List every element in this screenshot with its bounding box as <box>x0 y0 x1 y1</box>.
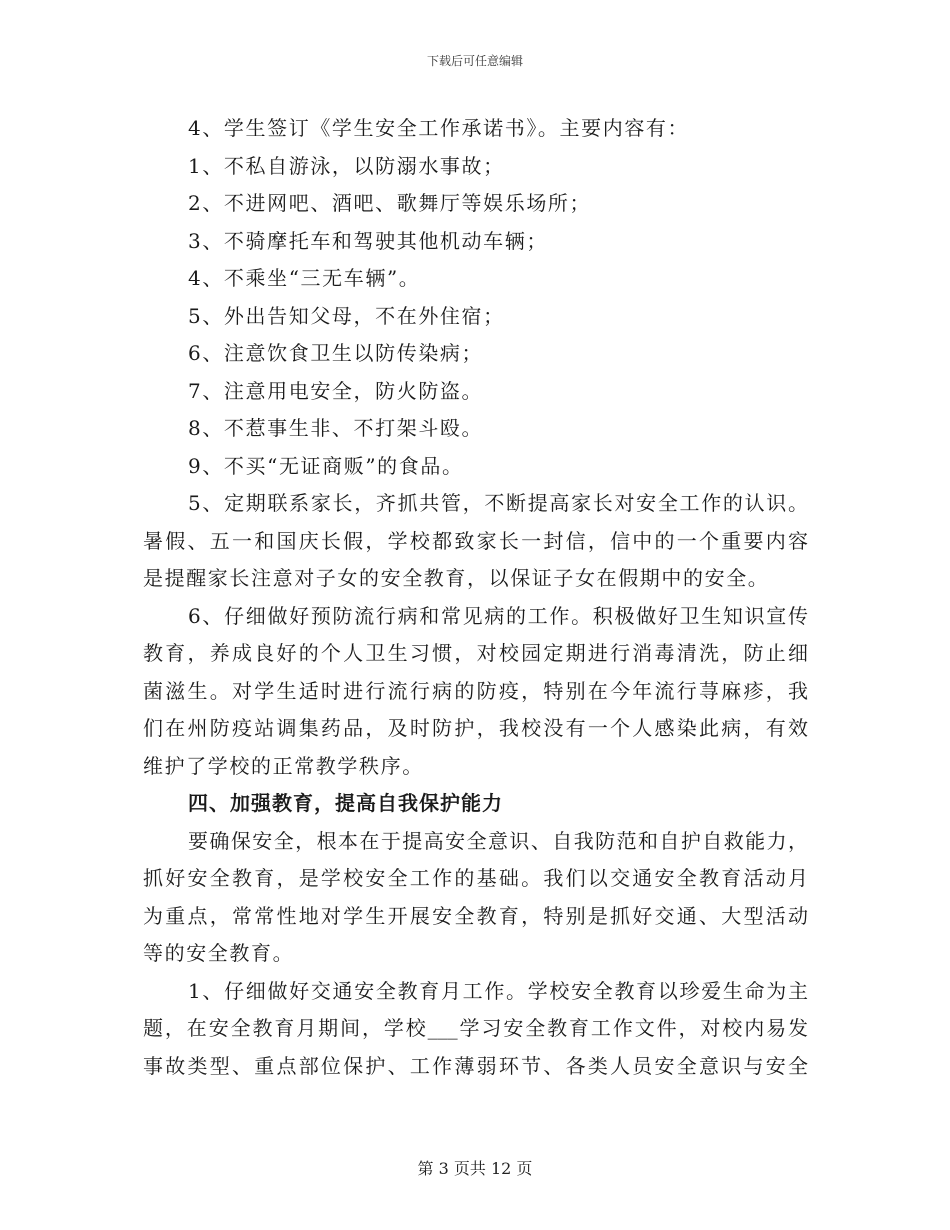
text-line: 题，在安全教育月期间，学校___学习安全教育工作文件，对校内易发 <box>143 1016 808 1040</box>
text-line: 事故类型、重点部位保护、工作薄弱环节、各类人员安全意识与安全 <box>143 1053 808 1078</box>
page-number: 第 3 页共 12 页 <box>417 1159 533 1178</box>
text-line: 们在州防疫站调集药品，及时防护，我校没有一个人感染此病，有效 <box>143 716 808 740</box>
text-line: 6、仔细做好预防流行病和常见病的工作。积极做好卫生知识宣传 <box>188 603 808 628</box>
document-body <box>143 110 808 1085</box>
text-line: 为重点，常常性地对学生开展安全教育，特别是抓好交通、大型活动 <box>143 903 808 928</box>
text-line: 7、注意用电安全，防火防盗。 <box>188 378 484 403</box>
section-heading: 四、加强教育，提高自我保护能力 <box>188 791 503 815</box>
text-line: 8、不惹事生非、不打架斗殴。 <box>188 416 484 440</box>
text-line: 6、注意饮食卫生以防传染病； <box>188 341 484 365</box>
text-line: 4、不乘坐“三无车辆”。 <box>188 266 421 290</box>
text-line: 5、定期联系家长，齐抓共管，不断提高家长对安全工作的认识。 <box>188 491 808 515</box>
text-line: 2、不进网吧、酒吧、歌舞厅等娱乐场所； <box>188 191 592 215</box>
text-line: 暑假、五一和国庆长假，学校都致家长一封信，信中的一个重要内容 <box>143 528 808 553</box>
text-line: 抓好安全教育，是学校安全工作的基础。我们以交通安全教育活动月 <box>143 866 808 890</box>
text-line: 3、不骑摩托车和驾驶其他机动车辆； <box>188 228 548 253</box>
page-header: 下载后可任意编辑 <box>426 54 523 68</box>
text-line: 要确保安全，根本在于提高安全意识、自我防范和自护自救能力， <box>188 828 808 853</box>
text-line: 等的安全教育。 <box>143 941 295 965</box>
text-line: 教育，养成良好的个人卫生习惯，对校园定期进行消毒清洗，防止细 <box>143 641 808 665</box>
text-line: 1、不私自游泳，以防溺水事故； <box>188 153 505 178</box>
text-line: 9、不买“无证商贩”的食品。 <box>188 453 464 478</box>
text-line: 维护了学校的正常教学秩序。 <box>143 753 424 778</box>
text-line: 1、仔细做好交通安全教育月工作。学校安全教育以珍爱生命为主 <box>188 978 808 1003</box>
text-line: 5、外出告知父母，不在外住宿； <box>188 303 505 328</box>
text-line: 4、学生签订《学生安全工作承诺书》。主要内容有： <box>188 116 690 140</box>
text-line: 是提醒家长注意对子女的安全教育，以保证子女在假期中的安全。 <box>143 566 770 590</box>
text-line: 菌滋生。对学生适时进行流行病的防疫，特别在今年流行荨麻疹，我 <box>143 678 808 703</box>
